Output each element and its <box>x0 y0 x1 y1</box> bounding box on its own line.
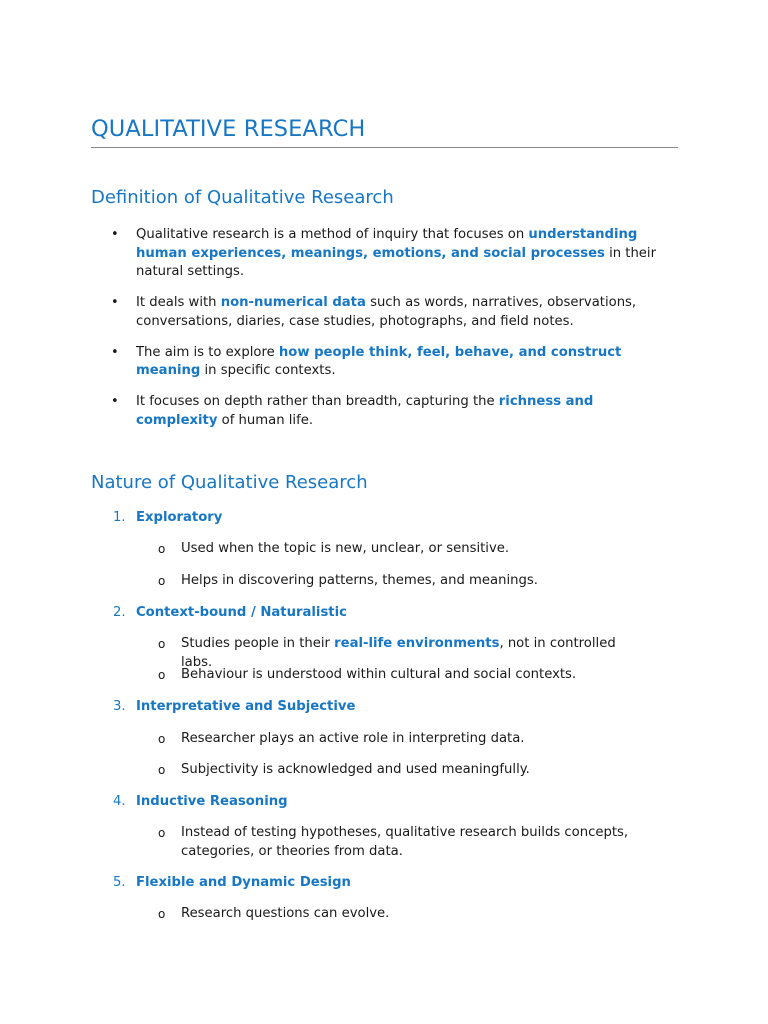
definition-item: • It focuses on depth rather than breadth, capturing the richness and complexity of human life. <box>111 394 594 428</box>
item-label: Inductive Reasoning <box>136 794 288 809</box>
item-number: 3. <box>113 699 126 714</box>
item-label: Flexible and Dynamic Design <box>136 875 351 890</box>
item-label: Context-bound / Naturalistic <box>136 605 347 620</box>
sub-marker: o <box>158 763 166 777</box>
item-number: 1. <box>113 510 126 525</box>
bullet-marker: • <box>111 394 119 409</box>
item-number: 2. <box>113 605 126 620</box>
item-label: Exploratory <box>136 510 223 525</box>
definition-list <box>91 226 671 443</box>
bullet-marker: • <box>111 295 119 310</box>
sub-marker: o <box>158 668 166 682</box>
highlight-text: non-numerical data <box>220 295 366 310</box>
sub-marker: o <box>158 826 166 840</box>
sub-marker: o <box>158 542 166 556</box>
bullet-marker: • <box>111 344 119 360</box>
item-number: 4. <box>113 794 126 809</box>
document-title: QUALITATIVE RESEARCH <box>91 116 366 142</box>
nature-heading: Nature of Qualitative Research <box>91 472 368 493</box>
definition-item: • The aim is to explore how people think, feel, behave, and construct meaning in specific contexts. <box>111 344 622 378</box>
sub-marker: o <box>158 637 166 651</box>
definition-item: • It deals with non-numerical data such as words, narratives, observations, conversations, diaries, case studies, photographs, and field notes. <box>111 295 637 329</box>
item-number: 5. <box>113 875 126 890</box>
highlight-text: understanding human experiences, meanings, emotions, and social processes <box>136 227 638 261</box>
title-divider <box>91 147 678 148</box>
bullet-marker: • <box>111 227 119 242</box>
sub-marker: o <box>158 907 166 921</box>
highlight-text: real-life environments <box>334 636 500 651</box>
definition-item: • Qualitative research is a method of inquiry that focuses on understanding human experiences, meanings, emotions, and social processes in their natural settings. <box>111 227 657 279</box>
highlight-text: richness and complexity <box>136 394 594 428</box>
definition-heading: Definition of Qualitative Research <box>91 187 394 208</box>
sub-marker: o <box>158 732 166 746</box>
item-label: Interpretative and Subjective <box>136 699 356 714</box>
document-page: QUALITATIVE RESEARCH Definition of Qualitative Research • Qualitative research is a method of inquiry that focuses on understanding human experiences, meanings, emotions, and social processes in their natural settings. • It deals with non-numerical data such as words, narratives, observations, conversations, diaries, case studies, photographs, and field notes. • The aim is to explore how people think, feel, behave, and construct meaning in specific contexts. • It focuses on depth rather than breadth, capturing the richness and complexity of human life. Nature of Qualitative Research 1. Exploratory o Used when the topic is new, unclear, or sensitive. o Helps in discovering patterns, themes, and meanings. 2. Context-bound / Naturalistic o Studies people in their real-life environments, not in controlled labs. o Behaviour is understood within cultural and social contexts. 3. Interpretative and Subjective o Researcher plays an active role in interpreting data. o Subjectivity is acknowledged and used meaningfully. 4. Inductive Reasoning o Instead of testing hypotheses, qualitative research builds concepts, categories, or theories from data. 5. Flexible and Dynamic Design o Research questions can evolve. <box>0 0 768 1024</box>
sub-marker: o <box>158 574 166 588</box>
highlight-text: how people think, feel, behave, and construct meaning <box>136 344 622 378</box>
